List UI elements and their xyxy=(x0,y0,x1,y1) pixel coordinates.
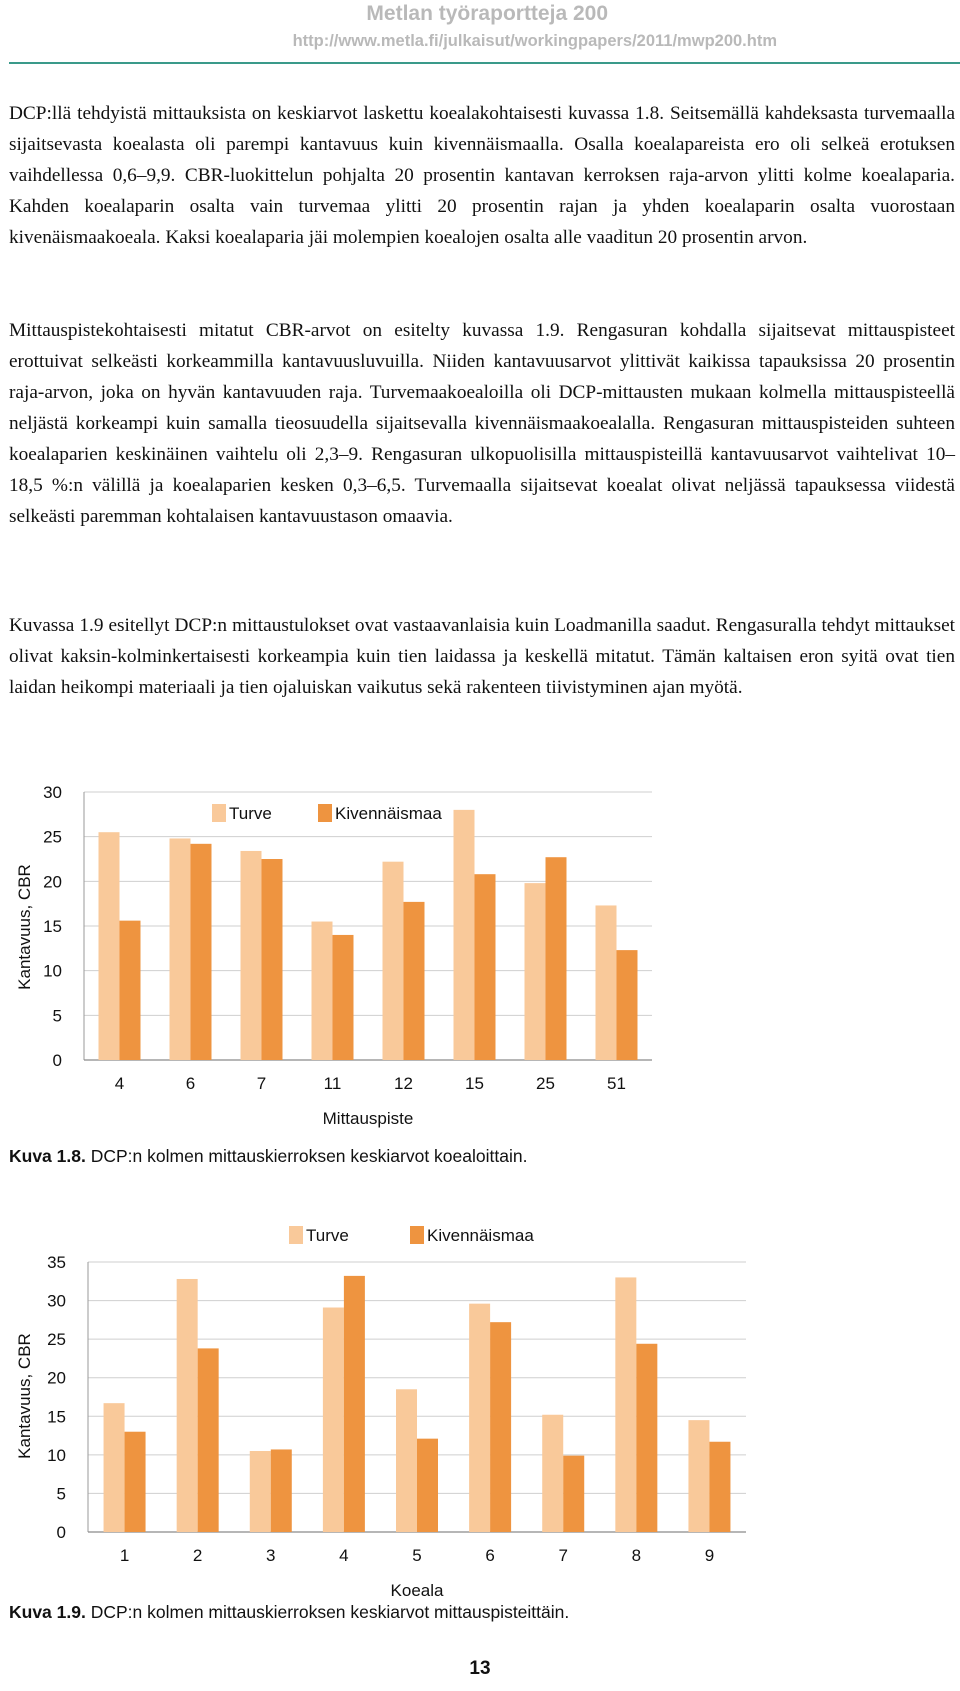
bar-turve-12 xyxy=(383,862,404,1060)
x-tick-label: 5 xyxy=(412,1546,422,1565)
paragraph-1: DCP:llä tehdyistä mittauksista on keskiarvot laskettu koealakohtaisesti kuvassa 1.8. Seitsemällä kahdeksasta turvemaalla sijaitsevasta koealasta oli parempi kantavuus kuin kivennäismaalla. Osalla koealapareista ero oli selkeä erotuksen vaihdellessa 0,6–9,9. CBR-luokittelun pohjalta 20 prosentin kantavan kerroksen raja-arvon ylitti kolme koealaparia. Kahden koealaparin osalta vain turvemaa ylitti 20 prosentin rajan ja yhden koealaparin osalta vuorostaan kivenäismaakoeala. Kaksi koealaparia jäi molempien koealojen osalta alle vaaditun 20 prosentin arvon. xyxy=(9,103,955,248)
x-tick-label: 25 xyxy=(536,1074,555,1093)
caption-figure-1-9 xyxy=(9,1602,569,1623)
bar-kivennäismaa-2 xyxy=(198,1348,219,1532)
x-tick-label: 15 xyxy=(465,1074,484,1093)
x-tick-label: 7 xyxy=(558,1546,568,1565)
bar-turve-51 xyxy=(596,905,617,1060)
y-tick-label: 15 xyxy=(47,1407,66,1427)
y-axis-title: Kantavuus, CBR xyxy=(15,864,34,990)
bar-turve-9 xyxy=(688,1420,709,1532)
legend-label-kivennäismaa: Kivennäismaa xyxy=(335,804,442,823)
bar-kivennäismaa-4 xyxy=(120,921,141,1060)
caption-text: DCP:n kolmen mittauskierroksen keskiarvot mittauspisteittäin. xyxy=(90,1602,570,1622)
x-tick-label: 12 xyxy=(394,1074,413,1093)
y-tick-label: 0 xyxy=(52,1051,62,1070)
x-axis-title: Koeala xyxy=(390,1581,444,1600)
bar-kivennäismaa-25 xyxy=(546,857,567,1060)
bar-turve-3 xyxy=(250,1451,271,1532)
x-tick-label: 9 xyxy=(704,1546,715,1565)
x-tick-label: 51 xyxy=(607,1074,626,1093)
caption-label: Kuva 1.9. xyxy=(9,1602,86,1622)
bar-kivennäismaa-7 xyxy=(563,1456,584,1532)
bar-turve-4 xyxy=(99,832,120,1060)
bar-turve-4 xyxy=(323,1308,344,1532)
bar-turve-5 xyxy=(396,1389,417,1532)
paragraph-3: Kuvassa 1.9 esitellyt DCP:n mittaustulokset ovat vastaavanlaisia kuin Loadmanilla saadut. Rengasuralla tehdyt mittaukset olivat kaksin-kolminkertaisesti korkeampia kuin tien laidassa ja keskellä mitatut. Tämän kaltaisen eron syitä ovat tien laidan heikompi materiaali ja tien ojaluiskan vaikutus sekä rakenteen tiivistyminen ajan myötä. xyxy=(9,615,955,698)
x-tick-label: 6 xyxy=(185,1074,196,1093)
x-tick-label: 11 xyxy=(323,1074,342,1093)
y-tick-label: 25 xyxy=(47,1330,66,1350)
legend-swatch-kivennäismaa xyxy=(410,1226,424,1244)
x-tick-label: 6 xyxy=(485,1546,495,1565)
bar-chart-koealoittain xyxy=(0,770,960,1128)
y-tick-label: 20 xyxy=(43,872,62,892)
bar-kivennäismaa-15 xyxy=(475,874,496,1060)
bar-turve-1 xyxy=(104,1403,125,1532)
bar-kivennäismaa-8 xyxy=(636,1344,657,1532)
bar-turve-2 xyxy=(177,1279,198,1532)
chart-figure-1-9 xyxy=(0,1215,960,1600)
bar-turve-6 xyxy=(170,838,191,1060)
bar-turve-15 xyxy=(454,810,475,1060)
bar-chart-mittauspisteittain xyxy=(0,1215,960,1600)
publication-title: Metlan työraportteja 200 xyxy=(366,2,608,25)
x-tick-label: 4 xyxy=(339,1546,349,1565)
bar-turve-25 xyxy=(525,883,546,1060)
caption-label: Kuva 1.8. xyxy=(9,1146,86,1166)
bar-turve-7 xyxy=(241,851,262,1060)
bar-kivennäismaa-12 xyxy=(404,902,425,1060)
header-divider xyxy=(9,62,960,64)
bar-turve-6 xyxy=(469,1304,490,1532)
bar-kivennäismaa-51 xyxy=(617,950,638,1060)
y-tick-label: 20 xyxy=(47,1368,66,1388)
x-axis-title: Mittauspiste xyxy=(322,1109,414,1128)
y-tick-label: 5 xyxy=(56,1484,66,1504)
legend-swatch-kivennäismaa xyxy=(318,804,332,822)
bar-turve-7 xyxy=(542,1415,563,1532)
y-axis-title: Kantavuus, CBR xyxy=(15,1333,34,1459)
publication-url[interactable]: http://www.metla.fi/julkaisut/workingpapers/2011/mwp200.htm xyxy=(292,32,777,50)
caption-figure-1-8 xyxy=(9,1146,527,1167)
bar-kivennäismaa-6 xyxy=(191,844,212,1060)
legend-label-turve: Turve xyxy=(306,1226,349,1245)
x-tick-label: 4 xyxy=(114,1074,125,1093)
bar-kivennäismaa-7 xyxy=(262,859,283,1060)
y-tick-label: 0 xyxy=(56,1523,66,1542)
legend-label-kivennäismaa: Kivennäismaa xyxy=(427,1226,534,1245)
paragraph-2: Mittauspistekohtaisesti mitatut CBR-arvot on esitelty kuvassa 1.9. Rengasuran kohdalla sijaitsevat mittauspisteet erottuivat selkeästi korkeammilla kantavuusluvuilla. Niiden kantavuusarvot ylittivät kaikissa tapauksissa 20 prosentin raja-arvon, joka on hyvän kantavuuden raja. Turvemaakoealoilla oli DCP-mittausten mukaan kolmella mittauspisteellä neljästä korkeampi kuin samalla tieosuudella sijaitsevalla kivennäismaakoealalla. Rengasuran mittauspisteiden suhteen koealaparien keskinäinen vaihtelu oli 2,3–9. Rengasuran ulkopuolisilla mittauspisteillä kantavuusarvot vaihtelivat 10–18,5 %:n välillä ja koealaparien kesken 0,3–6,5. Turvemaalla sijaitsevat koealat olivat neljässä tapauksessa viidestä selkeästi paremman kohtalaisen kantavuustason omaavia. xyxy=(9,320,955,527)
bar-kivennäismaa-1 xyxy=(125,1432,146,1532)
bar-turve-8 xyxy=(615,1277,636,1532)
x-tick-label: 8 xyxy=(631,1546,642,1565)
y-tick-label: 10 xyxy=(43,961,62,981)
x-tick-label: 1 xyxy=(119,1546,130,1565)
y-tick-label: 10 xyxy=(47,1445,66,1465)
bar-kivennäismaa-5 xyxy=(417,1439,438,1532)
x-tick-label: 7 xyxy=(256,1074,267,1093)
y-tick-label: 15 xyxy=(43,917,62,936)
chart-figure-1-8 xyxy=(0,770,960,1128)
page-header xyxy=(0,0,960,64)
legend-swatch-turve xyxy=(289,1226,303,1244)
bar-turve-11 xyxy=(312,922,333,1060)
bar-kivennäismaa-9 xyxy=(709,1442,730,1532)
legend-label-turve: Turve xyxy=(229,804,272,823)
page-number: 13 xyxy=(469,1658,491,1679)
bar-kivennäismaa-3 xyxy=(271,1449,292,1532)
legend-swatch-turve xyxy=(212,804,226,822)
y-tick-label: 30 xyxy=(47,1291,66,1311)
bar-kivennäismaa-6 xyxy=(490,1322,511,1532)
y-tick-label: 25 xyxy=(43,827,62,847)
y-tick-label: 30 xyxy=(43,783,62,802)
y-tick-label: 5 xyxy=(52,1006,62,1026)
bar-kivennäismaa-4 xyxy=(344,1276,365,1532)
y-tick-label: 35 xyxy=(47,1253,66,1272)
x-tick-label: 3 xyxy=(266,1546,276,1565)
bar-kivennäismaa-11 xyxy=(333,935,354,1060)
caption-text: DCP:n kolmen mittauskierroksen keskiarvot koealoittain. xyxy=(90,1146,528,1166)
x-tick-label: 2 xyxy=(192,1546,203,1565)
